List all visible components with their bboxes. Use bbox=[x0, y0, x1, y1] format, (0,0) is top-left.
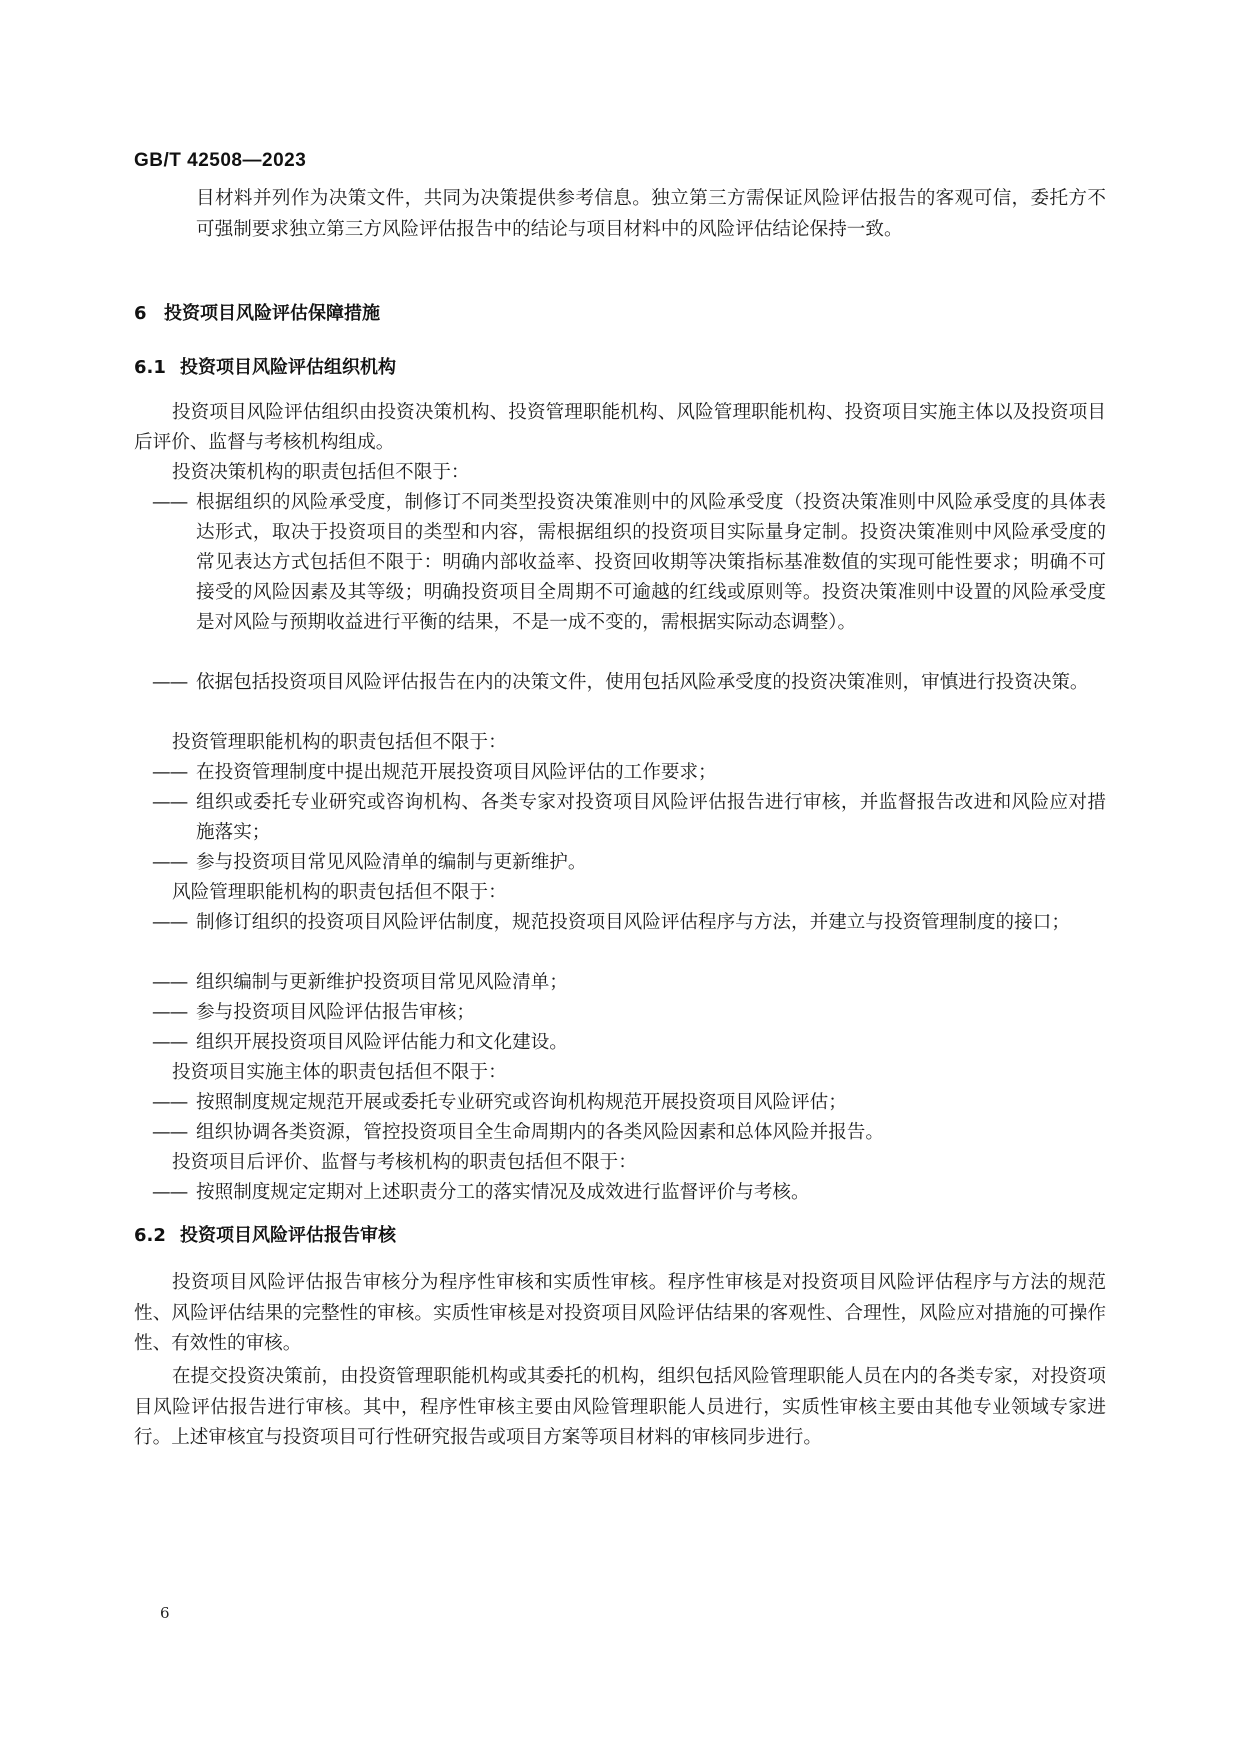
page-number: 6 bbox=[160, 1604, 170, 1622]
list-item-text: 根据组织的风险承受度，制修订不同类型投资决策准则中的风险承受度（投资决策准则中风险承受度的具体表达形式，取决于投资项目的类型和内容，需根据组织的投资项目实际量身定制。投资决策准则中风险承受度的常见表达方式包括但不限于：明确内部收益率、投资回收期等决策指标基准数值的实现可能性要求；明确不可接受的风险因素及其等级；明确投资项目全周期不可逾越的红线或原则等。投资决策准则中设置的风险承受度是对风险与预期收益进行平衡的结果，不是一成不变的，需根据实际动态调整）。 bbox=[196, 492, 1106, 633]
list-item-text: 组织协调各类资源，管控投资项目全生命周期内的各类风险因素和总体风险并报告。 bbox=[196, 1122, 884, 1143]
dash-mark: —— bbox=[152, 762, 188, 783]
dash-mark: —— bbox=[152, 1002, 188, 1023]
list-item bbox=[152, 1178, 1106, 1208]
section-6-2-paragraph-1: 投资项目风险评估报告审核分为程序性审核和实质性审核。程序性审核是对投资项目风险评估程序与方法的规范性、风险评估结果的完整性的审核。实质性审核是对投资项目风险评估结果的客观性、合理性，风险应对措施的可操作性、有效性的审核。 bbox=[134, 1272, 1106, 1354]
dash-mark: —— bbox=[152, 852, 188, 873]
list-item bbox=[152, 488, 1106, 638]
list-item bbox=[152, 758, 1106, 788]
dash-mark: —— bbox=[152, 1182, 188, 1203]
dash-mark: —— bbox=[152, 1092, 188, 1113]
list-item bbox=[152, 1028, 1106, 1058]
dash-mark: —— bbox=[152, 912, 188, 933]
dash-mark: —— bbox=[152, 1032, 188, 1053]
section-6-1-number: 6.1 bbox=[134, 357, 166, 378]
list-item bbox=[152, 968, 1106, 998]
dash-mark: —— bbox=[152, 672, 188, 693]
section-6-heading bbox=[134, 300, 1034, 328]
list-item-text: 组织编制与更新维护投资项目常见风险清单； bbox=[196, 972, 568, 993]
list-item bbox=[152, 1088, 1106, 1118]
dash-mark: —— bbox=[152, 1122, 188, 1143]
list-item-text: 组织或委托专业研究或咨询机构、各类专家对投资项目风险评估报告进行审核，并监督报告改进和风险应对措施落实； bbox=[196, 792, 1106, 843]
section-6-1-heading bbox=[134, 354, 1034, 382]
section-6-2-title: 投资项目风险评估报告审核 bbox=[180, 1225, 396, 1246]
mgmt-duties-intro: 投资管理职能机构的职责包括但不限于： bbox=[172, 732, 507, 753]
list-item-text: 参与投资项目常见风险清单的编制与更新维护。 bbox=[196, 852, 587, 873]
list-item bbox=[152, 668, 1106, 698]
dash-mark: —— bbox=[152, 492, 188, 513]
list-item bbox=[152, 1118, 1106, 1148]
list-item-text: 按照制度规定规范开展或委托专业研究或咨询机构规范开展投资项目风险评估； bbox=[196, 1092, 847, 1113]
section-6-title: 投资项目风险评估保障措施 bbox=[164, 303, 380, 324]
list-item-text: 参与投资项目风险评估报告审核； bbox=[196, 1002, 475, 1023]
list-item-text: 依据包括投资项目风险评估报告在内的决策文件，使用包括风险承受度的投资决策准则，审慎进行投资决策。 bbox=[196, 672, 1089, 693]
list-item-text: 按照制度规定定期对上述职责分工的落实情况及成效进行监督评价与考核。 bbox=[196, 1182, 810, 1203]
decision-duties-intro: 投资决策机构的职责包括但不限于： bbox=[172, 462, 470, 483]
list-item-text: 制修订组织的投资项目风险评估制度，规范投资项目风险评估程序与方法，并建立与投资管理制度的接口； bbox=[196, 912, 1070, 933]
section-6-2-paragraph-2: 在提交投资决策前，由投资管理职能机构或其委托的机构，组织包括风险管理职能人员在内的各类专家，对投资项目风险评估报告进行审核。其中，程序性审核主要由风险管理职能人员进行，实质性审核主要由其他专业领域专家进行。上述审核宜与投资项目可行性研究报告或项目方案等项目材料的审核同步进行。 bbox=[134, 1366, 1106, 1448]
risk-duties-intro: 风险管理职能机构的职责包括但不限于： bbox=[172, 882, 507, 903]
dash-mark: —— bbox=[152, 972, 188, 993]
impl-duties-intro: 投资项目实施主体的职责包括但不限于： bbox=[172, 1062, 507, 1083]
list-item bbox=[152, 788, 1106, 848]
post-eval-duties-intro: 投资项目后评价、监督与考核机构的职责包括但不限于： bbox=[172, 1152, 637, 1173]
section-6-2-heading bbox=[134, 1222, 1034, 1250]
list-item bbox=[152, 908, 1106, 938]
list-item-text: 在投资管理制度中提出规范开展投资项目风险评估的工作要求； bbox=[196, 762, 717, 783]
section-6-2-number: 6.2 bbox=[134, 1225, 166, 1246]
section-6-1-title: 投资项目风险评估组织机构 bbox=[180, 357, 396, 378]
dash-mark: —— bbox=[152, 792, 188, 813]
section-6-1-paragraph: 投资项目风险评估组织由投资决策机构、投资管理职能机构、风险管理职能机构、投资项目实施主体以及投资项目后评价、监督与考核机构组成。 bbox=[134, 402, 1106, 453]
list-item-text: 组织开展投资项目风险评估能力和文化建设。 bbox=[196, 1032, 568, 1053]
section-6-number: 6 bbox=[134, 303, 147, 324]
list-item bbox=[152, 998, 1106, 1028]
list-item bbox=[152, 848, 1106, 878]
standard-code: GB/T 42508—2023 bbox=[134, 150, 307, 171]
intro-paragraph: 目材料并列作为决策文件，共同为决策提供参考信息。独立第三方需保证风险评估报告的客观可信，委托方不可强制要求独立第三方风险评估报告中的结论与项目材料中的风险评估结论保持一致。 bbox=[196, 188, 1106, 240]
